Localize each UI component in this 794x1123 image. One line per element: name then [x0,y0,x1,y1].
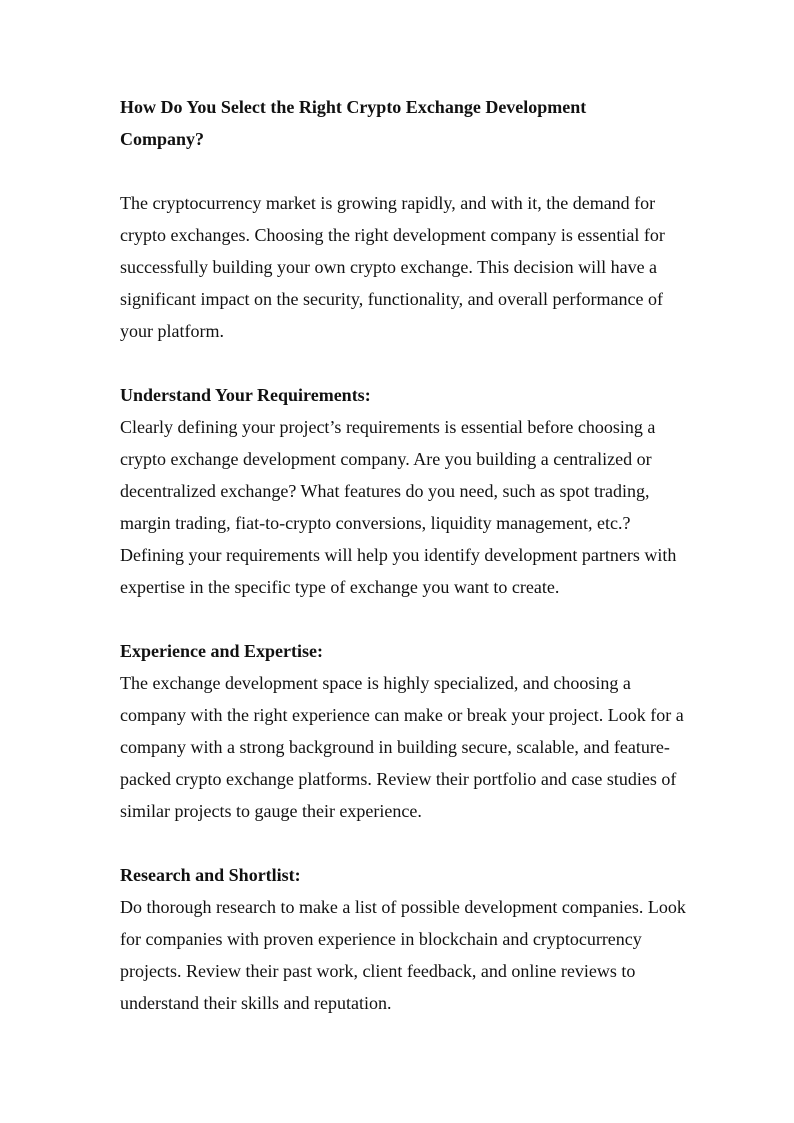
section-experience-expertise [120,635,694,827]
section-heading: Experience and Expertise: [120,641,323,661]
document-body [120,91,694,1051]
section-understand-requirements [120,379,694,603]
section-paragraph: Do thorough research to make a list of possible development companies. Look for companies with proven experience in blockchain and cryptocurrency projects. Review their past work, client feedback, and online reviews to understand their skills and reputation. [120,897,686,1013]
section-paragraph: Clearly defining your project’s requirements is essential before choosing a crypto exchange development company. Are you building a centralized or decentralized exchange? What features do you need, such as spot trading, margin trading, fiat-to-crypto conversions, liquidity management, etc.? Defining your requirements will help you identify development partners with expertise in the specific type of exchange you want to create. [120,417,677,597]
section-research-shortlist [120,859,694,1019]
section-paragraph: The exchange development space is highly specialized, and choosing a company with the right experience can make or break your project. Look for a company with a strong background in building secure, scalable, and feature-packed crypto exchange platforms. Review their portfolio and case studies of similar projects to gauge their experience. [120,673,684,821]
intro-paragraph: The cryptocurrency market is growing rapidly, and with it, the demand for crypto exchanges. Choosing the right development company is essential for successfully building your own crypto exchange. This decision will have a significant impact on the security, functionality, and overall performance of your platform. [120,193,665,341]
section-heading: Understand Your Requirements: [120,385,371,405]
document-title: How Do You Select the Right Crypto Exchange Development Company? [120,97,587,149]
section-heading: Research and Shortlist: [120,865,301,885]
